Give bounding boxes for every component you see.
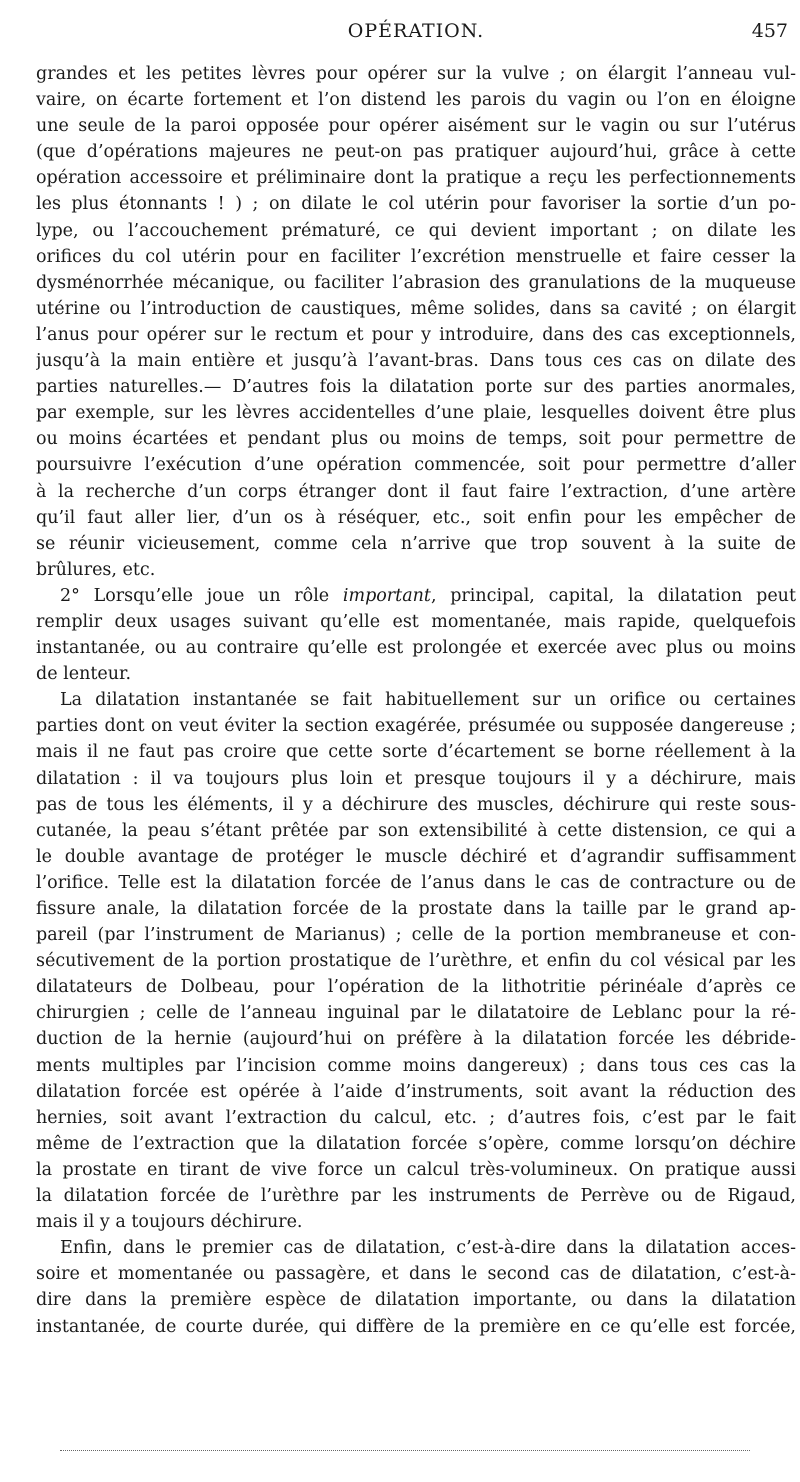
text-line: duction de la hernie (aujourd’hui on préfère à la dilatation forcée les débride- bbox=[36, 1029, 796, 1050]
paragraph bbox=[36, 583, 796, 687]
text-line: les plus étonnants ! ) ; on dilate le col utérin pour favoriser la sortie d’un po- bbox=[36, 194, 796, 215]
text-line: mais il y a toujours déchirure. bbox=[36, 1212, 303, 1233]
text-line: fissure anale, la dilatation forcée de la prostate dans la taille par le grand ap- bbox=[36, 899, 796, 919]
text-line: parties dont on veut éviter la section exagérée, présumée ou supposée dangereuse ; bbox=[36, 716, 796, 737]
text-line: de lenteur. bbox=[36, 664, 132, 685]
text-line: dilatateurs de Dolbeau, pour l’opération de la lithotritie périnéale d’après ce bbox=[36, 977, 796, 998]
text-line: ments multiples par l’incision comme moins dangereux) ; dans tous ces cas la bbox=[36, 1055, 796, 1076]
text-line: la prostate en tirant de vive force un calcul très-volumineux. On pratique aussi bbox=[36, 1159, 796, 1180]
text-line: la dilatation forcée de l’urèthre par les instruments de Perrève ou de Rigaud, bbox=[36, 1186, 796, 1207]
text-line: chirurgien ; celle de l’anneau inguinal par le dilatatoire de Leblanc pour la ré- bbox=[36, 1003, 796, 1024]
text-line: une seule de la paroi opposée pour opérer aisément sur le vagin ou sur l’utérus bbox=[36, 116, 796, 137]
text-line: dilatation forcée est opérée à l’aide d’instruments, soit avant la réduction des bbox=[36, 1081, 796, 1102]
text-line: opération accessoire et préliminaire dont la pratique a reçu les perfectionnements bbox=[36, 168, 796, 189]
text-line: par exemple, sur les lèvres accidentelles d’une plaie, lesquelles doivent être plus bbox=[36, 403, 796, 424]
text-line: à la recherche d’un corps étranger dont il faut faire l’extraction, d’une artère bbox=[36, 481, 796, 502]
text-line: l’orifice. Telle est la dilatation forcée de l’anus dans le cas de contracture ou de bbox=[36, 872, 796, 893]
page-number: 457 bbox=[751, 20, 788, 42]
text-line: remplir deux usages suivant qu’elle est momentanée, mais rapide, quelquefois bbox=[36, 611, 796, 632]
text-line: le double avantage de protéger le muscle déchiré et d’agrandir suffisamment bbox=[36, 846, 796, 867]
text-line: ou moins écartées et pendant plus ou moins de temps, soit pour permettre de bbox=[36, 429, 796, 450]
text-line: dysménorrhée mécanique, ou faciliter l’abrasion des granulations de la muqueuse bbox=[36, 272, 796, 293]
text-line: (que d’opérations majeures ne peut-on pas pratiquer aujourd’hui, grâce à cette bbox=[36, 142, 796, 163]
text-line: qu’il faut aller lier, d’un os à réséquer, etc., soit enfin pour les empêcher de bbox=[36, 507, 796, 528]
paragraph bbox=[36, 687, 796, 1235]
text-line: 2° Lorsqu’elle joue un rôle important, principal, capital, la dilatation peut bbox=[60, 585, 796, 606]
text-line: vaire, on écarte fortement et l’on distend les parois du vagin ou l’on en éloigne bbox=[36, 90, 796, 111]
text-line: grandes et les petites lèvres pour opérer sur la vulve ; on élargit l’anneau vul- bbox=[36, 64, 796, 84]
text-line: instantanée, de courte durée, qui diffère de la première en ce qu’elle est forcée, bbox=[36, 1316, 796, 1337]
text-line: hernies, soit avant l’extraction du calcul, etc. ; d’autres fois, c’est par le fait bbox=[36, 1107, 796, 1128]
text-line: sécutivement de la portion prostatique de l’urèthre, et enfin du col vésical par les bbox=[36, 951, 796, 972]
text-line: utérine ou l’introduction de caustiques, même solides, dans sa cavité ; on élargit bbox=[36, 298, 796, 319]
text-line: même de l’extraction que la dilatation forcée s’opère, comme lorsqu’on déchire bbox=[36, 1133, 796, 1154]
text-line: pareil (par l’instrument de Marianus) ; celle de la portion membraneuse et con- bbox=[36, 925, 796, 946]
text-line: jusqu’à la main entière et jusqu’à l’avant-bras. Dans tous ces cas on dilate des bbox=[36, 351, 796, 372]
text-line: Enfin, dans le premier cas de dilatation, c’est-à-dire dans la dilatation acces- bbox=[60, 1238, 796, 1259]
text-line: instantanée, ou au contraire qu’elle est prolongée et exercée avec plus ou moins bbox=[36, 638, 796, 659]
text-line: cutanée, la peau s’étant prêtée par son extensibilité à cette distension, ce qui a bbox=[36, 820, 796, 841]
paragraph bbox=[36, 1235, 796, 1339]
text-line: parties naturelles.— D’autres fois la dilatation porte sur des parties anormales, bbox=[36, 377, 796, 398]
text-line: pas de tous les éléments, il y a déchirure des muscles, déchirure qui reste sous- bbox=[36, 794, 796, 815]
footer-dotted-rule bbox=[60, 1450, 750, 1451]
paragraph bbox=[36, 61, 796, 583]
text-line: brûlures, etc. bbox=[36, 559, 156, 580]
emphasized-word: important bbox=[342, 585, 431, 606]
text-line: lype, ou l’accouchement prématuré, ce qui devient important ; on dilate les bbox=[36, 220, 796, 241]
text-line: poursuivre l’exécution d’une opération commencée, soit pour permettre d’aller bbox=[36, 455, 796, 476]
text-line: mais il ne faut pas croire que cette sorte d’écartement se borne réellement à la bbox=[36, 742, 796, 763]
text-line: dire dans la première espèce de dilatation importante, ou dans la dilatation bbox=[36, 1290, 796, 1311]
text-line: orifices du col utérin pour en faciliter l’excrétion menstruelle et faire cesser la bbox=[36, 246, 796, 267]
text-line: soire et momentanée ou passagère, et dans le second cas de dilatation, c’est-à- bbox=[36, 1264, 796, 1285]
text-line: La dilatation instantanée se fait habituellement sur un orifice ou certaines bbox=[60, 690, 796, 711]
page-header bbox=[36, 18, 796, 48]
body-text bbox=[36, 61, 796, 1340]
text-line: l’anus pour opérer sur le rectum et pour y introduire, dans des cas exceptionnels, bbox=[36, 324, 796, 345]
text-line: dilatation : il va toujours plus loin et presque toujours il y a déchirure, mais bbox=[36, 768, 796, 789]
text-line: se réunir vicieusement, comme cela n’arrive que trop souvent à la suite de bbox=[36, 533, 796, 554]
running-title: OPÉRATION. bbox=[347, 20, 485, 42]
